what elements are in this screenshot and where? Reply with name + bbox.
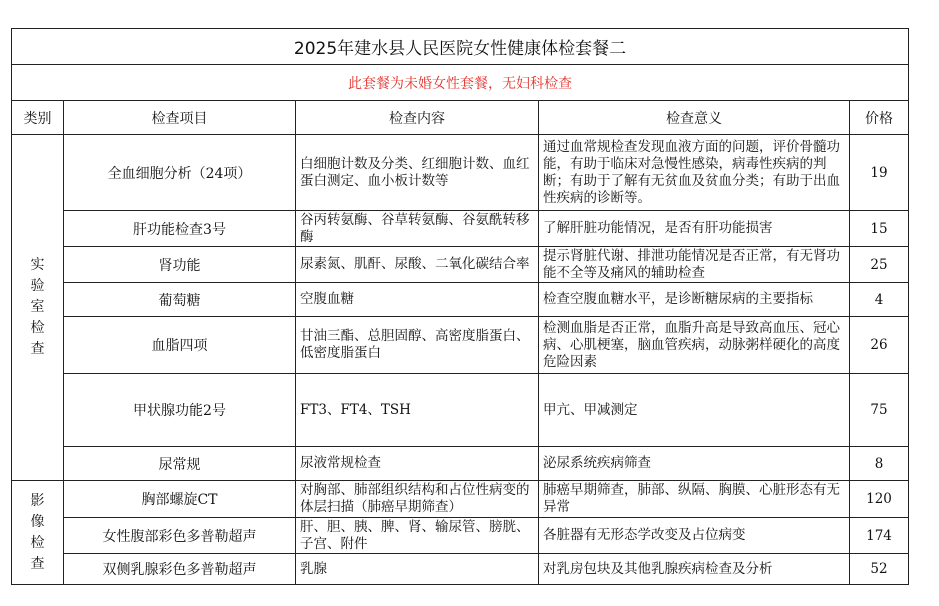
item-meaning: 泌尿系统疾病筛查 — [539, 447, 850, 481]
item-price: 8 — [850, 447, 909, 481]
category-lab-label: 实 验 室 检 查 — [30, 257, 45, 357]
item-content: 白细胞计数及分类、红细胞计数、血红蛋白测定、血小板计数等 — [296, 135, 539, 211]
table-row — [12, 135, 909, 211]
table-row — [12, 283, 909, 317]
item-price: 19 — [850, 135, 909, 211]
header-category: 类别 — [12, 101, 64, 135]
item-meaning: 了解肝脏功能情况，是否有肝功能损害 — [539, 211, 850, 247]
table-row — [12, 317, 909, 374]
item-price: 174 — [850, 518, 909, 554]
header-item: 检查项目 — [64, 101, 296, 135]
item-name: 葡萄糖 — [64, 283, 296, 317]
item-name: 肝功能检查3号 — [64, 211, 296, 247]
item-price: 52 — [850, 554, 909, 585]
item-content: 肝、胆、胰、脾、肾、输尿管、膀胱、子宫、附件 — [296, 518, 539, 554]
table-row — [12, 554, 909, 585]
item-meaning: 各脏器有无形态学改变及占位病变 — [539, 518, 850, 554]
item-content: 乳腺 — [296, 554, 539, 585]
item-content: 对胸部、肺部组织结构和占位性病变的体层扫描（肺癌早期筛查） — [296, 481, 539, 518]
table-row — [12, 247, 909, 283]
item-content: 甘油三酯、总胆固醇、高密度脂蛋白、低密度脂蛋白 — [296, 317, 539, 374]
table-row — [12, 447, 909, 481]
item-meaning: 检测血脂是否正常，血脂升高是导致高血压、冠心病、心肌梗塞，脑血管疾病，动脉粥样硬化的高度危险因素 — [539, 317, 850, 374]
table-row — [12, 518, 909, 554]
item-name: 甲状腺功能2号 — [64, 374, 296, 447]
item-name: 女性腹部彩色多普勒超声 — [64, 518, 296, 554]
item-price: 26 — [850, 317, 909, 374]
item-name: 肾功能 — [64, 247, 296, 283]
item-meaning: 通过血常规检查发现血液方面的问题，评价骨髓功能，有助于临床对急慢性感染，病毒性疾病的判断；有助于了解有无贫血及贫血分类；有助于出血性疾病的诊断等。 — [539, 135, 850, 211]
checkup-package-table — [11, 28, 909, 585]
header-meaning: 检查意义 — [539, 101, 850, 135]
header-price: 价格 — [850, 101, 909, 135]
header-content: 检查内容 — [296, 101, 539, 135]
item-content: 尿液常规检查 — [296, 447, 539, 481]
item-name: 双侧乳腺彩色多普勒超声 — [64, 554, 296, 585]
item-meaning: 检查空腹血糖水平，是诊断糖尿病的主要指标 — [539, 283, 850, 317]
item-price: 25 — [850, 247, 909, 283]
item-content: 空腹血糖 — [296, 283, 539, 317]
item-meaning: 甲亢、甲减测定 — [539, 374, 850, 447]
item-meaning: 肺癌早期筛查，肺部、纵隔、胸膜、心脏形态有无异常 — [539, 481, 850, 518]
table-row — [12, 211, 909, 247]
item-price: 120 — [850, 481, 909, 518]
item-meaning: 提示肾脏代谢、排泄功能情况是否正常，有无肾功能不全等及痛风的辅助检查 — [539, 247, 850, 283]
item-content: FT3、FT4、TSH — [296, 374, 539, 447]
item-content: 谷丙转氨酶、谷草转氨酶、谷氨酰转移酶 — [296, 211, 539, 247]
package-note: 此套餐为未婚女性套餐，无妇科检查 — [12, 65, 909, 101]
category-imaging — [12, 481, 64, 585]
item-name: 尿常规 — [64, 447, 296, 481]
item-price: 4 — [850, 283, 909, 317]
item-price: 15 — [850, 211, 909, 247]
header-row — [12, 101, 909, 135]
item-name: 血脂四项 — [64, 317, 296, 374]
table-row — [12, 374, 909, 447]
table-row — [12, 481, 909, 518]
category-lab — [12, 135, 64, 481]
page-title: 2025年建水县人民医院女性健康体检套餐二 — [12, 29, 909, 65]
item-price: 75 — [850, 374, 909, 447]
item-name: 全血细胞分析（24项） — [64, 135, 296, 211]
item-name: 胸部螺旋CT — [64, 481, 296, 518]
item-content: 尿素氮、肌酐、尿酸、二氧化碳结合率 — [296, 247, 539, 283]
item-meaning: 对乳房包块及其他乳腺疾病检查及分析 — [539, 554, 850, 585]
category-imaging-label: 影 像 检 查 — [30, 492, 45, 572]
